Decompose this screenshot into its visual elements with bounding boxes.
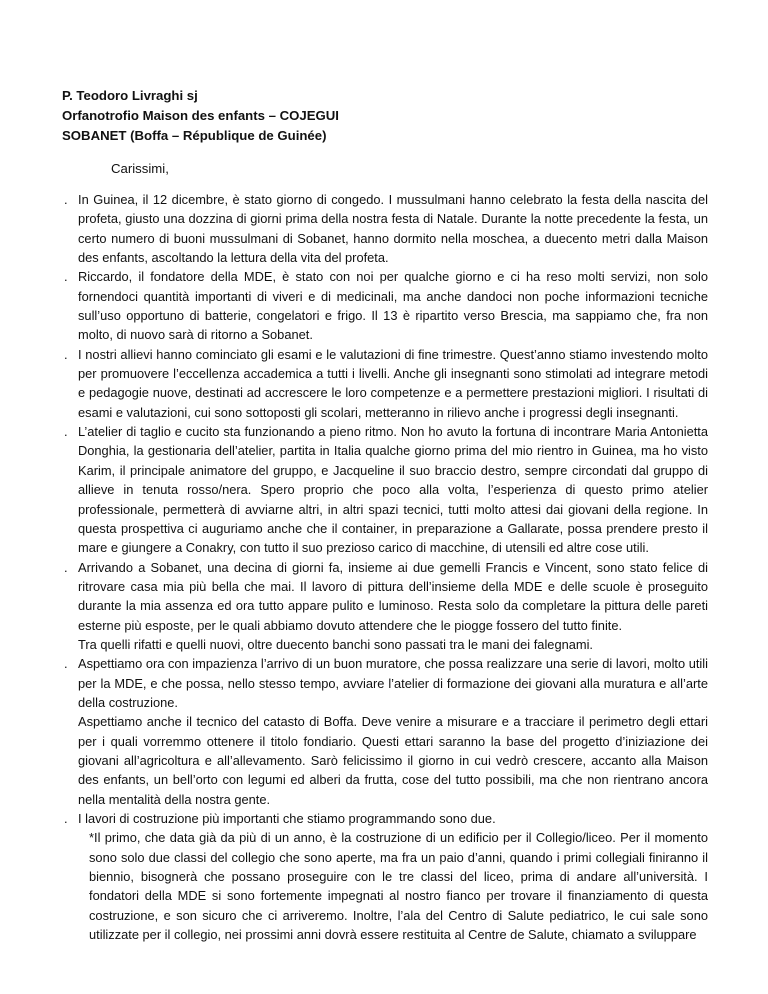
paragraph-text: Riccardo, il fondatore della MDE, è stato con noi per qualche giorno e ci ha reso molti servizi, non solo fornendoci quantità importanti di viveri e di medicinali, ma anche dandoci non poche informazioni tecniche sull’uso opportuno di batterie, congelatori e frigo. Il 13 è ripartito verso Brescia, ma sappiamo che, fra non molto, di nuovo sarà di ritorno a Sobanet. — [78, 269, 708, 343]
paragraph-4 — [64, 422, 708, 557]
sender-name: P. Teodoro Livraghi sj — [62, 88, 198, 103]
paragraph-continuation: Tra quelli rifatti e quelli nuovi, oltre duecento banchi sono passati tra le mani dei falegnami. — [78, 636, 593, 652]
bullet-marker: . — [64, 424, 68, 440]
bullet-marker: . — [64, 192, 68, 207]
sender-location: SOBANET (Boffa – République de Guinée) — [62, 128, 327, 144]
paragraph-text: I lavori di costruzione più importanti che stiamo programmando sono due. — [78, 811, 496, 826]
bullet-marker: . — [64, 346, 68, 362]
paragraph-3 — [64, 345, 708, 422]
sender-institution: Orfanotrofio Maison des enfants – COJEGUI — [62, 108, 339, 124]
paragraph-text: I nostri allievi hanno cominciato gli esami e le valutazioni di fine trimestre. Quest’anno stiamo investendo molto per promuovere l’eccellenza accademica a tutti i livelli. Anche gli insegnanti sono stimolati ad integrare metodi e pedagogie nuove, destinati ad accrescere le loro competenze e a permettere prestazioni migliori. I risultati di esami e valutazioni, cui sono sottoposti gli scolari, metteranno in rilievo anche i progressi degli insegnanti. — [78, 346, 708, 420]
paragraph-2 — [64, 267, 708, 344]
paragraph-7 — [64, 809, 708, 944]
paragraph-continuation: Aspettiamo anche il tecnico del catasto di Boffa. Deve venire a misurare e a tracciare il perimetro degli ettari per i quali vorremmo ottenere il titolo fondiario. Questi ettari saranno la base del progetto d’iniziazione dei giovani all’agricoltura e all’allevamento. Sarò felicissimo il giorno in cui vedrò crescere, accanto alla Maison des enfants, un bell’orto con legumi ed alberi da frutta, cose del tutto possibili, ma che non rientrano ancora nella mentalità della nostra gente. — [78, 714, 708, 807]
salutation: Carissimi, — [111, 161, 169, 176]
paragraph-6 — [64, 654, 708, 809]
bullet-marker: . — [64, 656, 68, 672]
letter-header — [62, 86, 339, 147]
paragraph-5 — [64, 558, 708, 655]
paragraph-1 — [64, 190, 708, 267]
sub-paragraph: *Il primo, che data già da più di un anno, è la costruzione di un edificio per il Collegio/liceo. Per il momento sono solo due classi del collegio che sono aperte, ma fra un paio d’anni, quando i primi collegiali finiranno il biennio, bisognerà che possano proseguire con le tre classi del liceo, prima di andare all’università. I fondatori della MDE si sono fortemente impegnati al nostro fianco per trovare il finanziamento di questa costruzione, e son sicuro che ci arriveremo. Inoltre, l’ala del Centro di Salute pediatrico, le cui sale sono utilizzate per il collegio, nei prossimi anni dovrà essere restituita al Centre de Salute, chiamato a sviluppare — [89, 830, 708, 943]
bullet-marker: . — [64, 811, 68, 826]
paragraph-text: In Guinea, il 12 dicembre, è stato giorno di congedo. I mussulmani hanno celebrato la festa della nascita del profeta, giusto una dozzina di giorni prima della nostra festa di Natale. Durante la notte precedente la festa, un certo numero di buoni mussulmani di Sobanet, hanno dormito nella moschea, a duecento metri dalla Maison des enfants, ascoltando la lettura della vita del profeta. — [78, 192, 708, 266]
paragraph-text: Aspettiamo ora con impazienza l’arrivo di un buon muratore, che possa realizzare una serie di lavori, molto utili per la MDE, e che possa, nello stesso tempo, avviare l’atelier di formazione dei giovani alla muratura e all’arte della costruzione. — [78, 656, 708, 710]
letter-body — [64, 190, 708, 944]
bullet-marker: . — [64, 269, 68, 285]
paragraph-text: L’atelier di taglio e cucito sta funzionando a pieno ritmo. Non ho avuto la fortuna di incontrare Maria Antonietta Donghia, la gestionaria dell’atelier, partita in Italia qualche giorno prima del mio rientro in Guinea, ma ho visto Karim, il principale animatore del gruppo, e Jacqueline il suo braccio destro, sempre circondati dal gruppo di allieve in tenuta rosso/nera. Spero proprio che poco alla volta, l’esperienza di questo primo atelier professionale, permetterà di avviarne altri, in altri spazi tecnici, tutti molto attesi dai giovani della regione. In questa prospettiva ci auguriamo anche che il container, in preparazione a Gallarate, possa prendere presto il mare e giungere a Conakry, con tutto il suo prezioso carico di macchine, di utensili ed altre cose utili. — [78, 424, 708, 556]
paragraph-text: Arrivando a Sobanet, una decina di giorni fa, insieme ai due gemelli Francis e Vincent, sono stato felice di ritrovare casa mia più bella che mai. Il lavoro di pittura dell’insieme della MDE e delle scuole è proseguito durante la mia assenza ed ora tutto appare pulito e luminoso. Resta solo da completare la pittura delle pareti esterne più esposte, per le quali abbiamo dovuto attendere che le piogge fossero del tutto finite. — [78, 559, 708, 633]
bullet-marker: . — [64, 559, 68, 575]
